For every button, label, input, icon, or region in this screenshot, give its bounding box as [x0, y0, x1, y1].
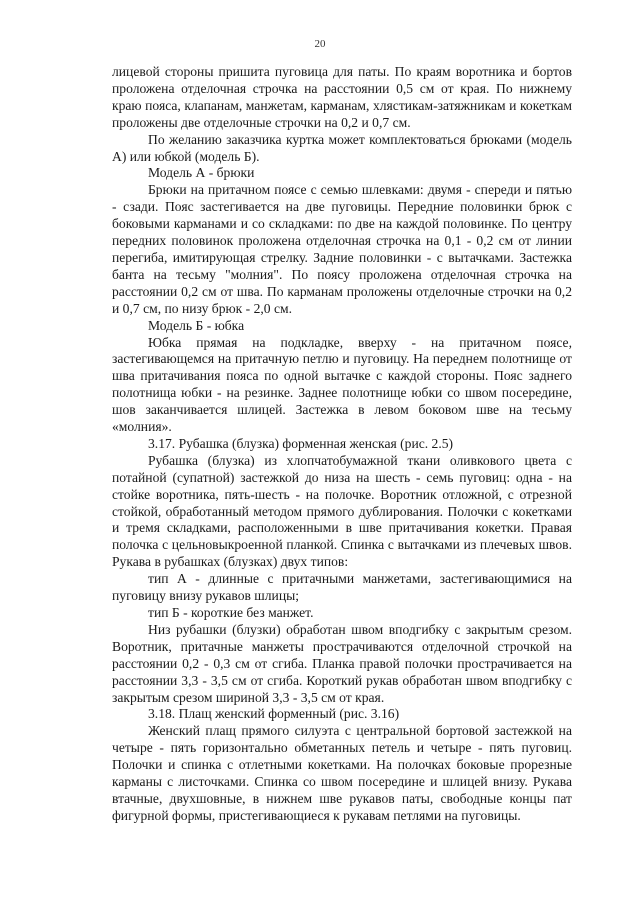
paragraph-jacket-options: По желанию заказчика куртка может комплектоваться брюками (модель А) или юбкой (модель Б).	[112, 131, 572, 164]
paragraph-coat: Женский плащ прямого силуэта с центральной бортовой застежкой на четыре - пять горизонтально обметанных петель и четыре - пять пуговиц. Полочки и спинка с отлетными кокетками. На полочках боковые прорезные карманы с листочками. Спинка со швом посередине и шлицей внизу. Рукава втачные, двухшовные, в нижнем шве рукавов паты, свободные концы пат фигурной формы, пристегивающиеся к рукавам петлями на пуговицы.	[112, 723, 572, 823]
heading-model-a: Модель А - брюки	[148, 165, 255, 181]
paragraph-jacket-finishing: лицевой стороны пришита пуговица для паты. По краям воротника и бортов проложена отделочная строчка на расстоянии 0,5 см от края. По нижнему краю пояса, клапанам, манжетам, карманам, хлястикам-затяжникам и кокеткам проложены две отделочные строчки на 0,2 и 0,7 см.	[112, 64, 572, 130]
paragraph-trousers: Брюки на притачном поясе с семью шлевками: двумя - спереди и пятью - сзади. Пояс застегивается на две пуговицы. Передние половинки брюк с боковыми карманами и со складками: по две на каждой половинке. По центру передних половинок проложена отделочная строчка на 0,1 - 0,2 см от линии перегиба, имитирующая стрелку. Задние половинки - с вытачками. Застежка банта на тесьму "молния". По поясу проложена отделочная строчка на расстоянии 0,2 см от шва. По карманам проложены отделочные строчки на 0,2 и 0,7 см, по низу брюк - 2,0 см.	[112, 182, 572, 316]
paragraph-skirt: Юбка прямая на подкладке, вверху - на притачном поясе, застегивающемся на притачную петлю и пуговицу. На переднем полотнище от шва притачивания пояса по одной вытачке с каждой стороны. Пояс заднего полотнища юбки - на резинке. Заднее полотнище юбки со швом посередине, шов заканчивается шлицей. Застежка в левом боковом шве на тесьму «молния».	[112, 334, 572, 435]
list-item-type-b: тип Б - короткие без манжет.	[148, 605, 314, 620]
page-number: 20	[314, 38, 326, 50]
paragraph-shirt: Рубашка (блузка) из хлопчатобумажной ткани оливкового цвета с потайной (супатной) застежкой до низа на шесть - семь пуговиц: одна - на стойке воротника, пять-шесть - на полочке. Воротник отложной, с отрезной стойкой, обработанный методом прямого дублирования. Полочки с кокетками и тремя складками, расположенными в шве притачивания кокетки. Правая полочка с цельновыкроенной планкой. Спинка с вытачками из плечевых швов. Рукава в рубашках (блузках) двух типов:	[112, 452, 572, 570]
document-body	[112, 64, 572, 825]
paragraph-shirt-finishing: Низ рубашки (блузки) обработан швом вподгибку с закрытым срезом. Воротник, притачные манжеты прострачиваются отделочной строчкой на расстоянии 0,2 - 0,3 см от сгиба. Планка правой полочки прострачивается на расстоянии 3,3 - 3,5 см от сгиба. Короткий рукав обработан швом вподгибку с закрытым срезом шириной 3,3 - 3,5 см от края.	[112, 621, 572, 705]
heading-model-b: Модель Б - юбка	[148, 317, 245, 333]
list-item-type-a: тип А - длинные с притачными манжетами, застегивающимися на пуговицу внизу рукавов шлицы;	[112, 571, 572, 604]
section-heading-3-18: 3.18. Плащ женский форменный (рис. 3.16)	[148, 706, 400, 722]
section-heading-3-17: 3.17. Рубашка (блузка) форменная женская (рис. 2.5)	[148, 435, 454, 451]
